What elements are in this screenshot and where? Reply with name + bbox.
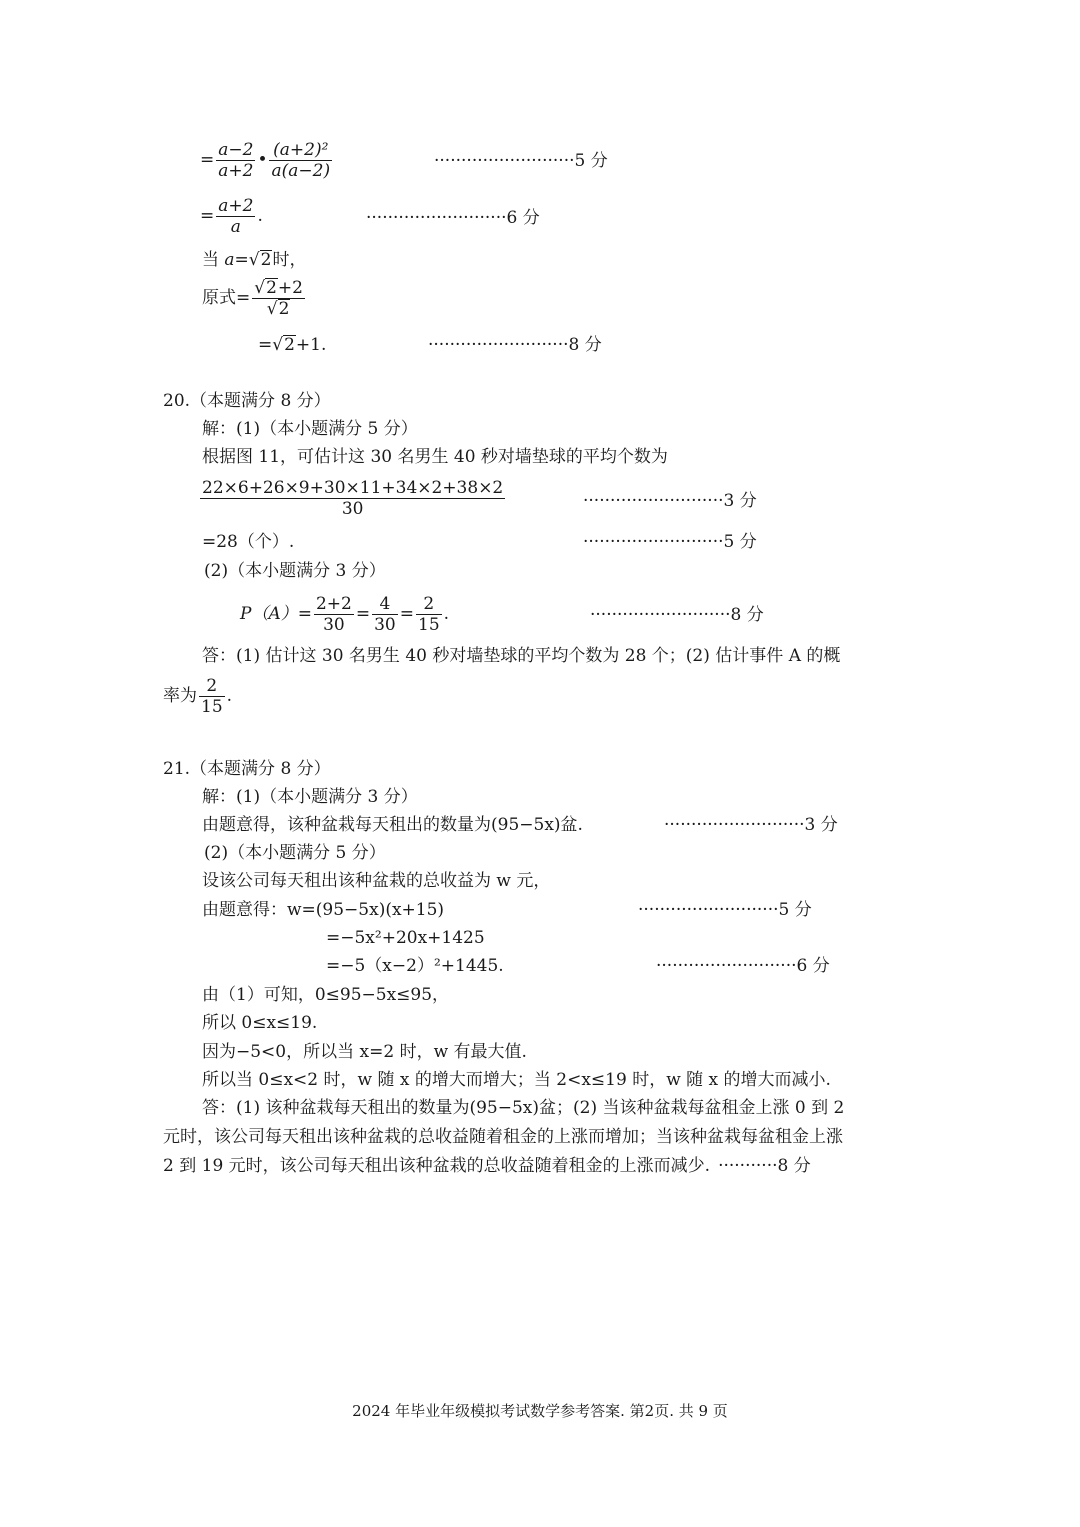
q20-probability: P（A）= $\frac{2+2}{30}$ = $\frac{4}{30}$ = $\frac{2}{15}$ . [240,594,450,635]
q20-part2-title: (2)（本小题满分 3 分） [204,561,386,581]
q21-line-i: 所以当 0≤x<2 时，w 随 x 的增大而增大；当 2<x≤19 时，w 随 x 的增大而减小. [202,1070,831,1090]
q19-frac2: $\frac{\text{(a+2)²}}{a(a-2)}$ [271,140,331,181]
q19-frac4: $\frac{√2+2}{√2}$ [254,278,303,319]
q21-answer-line1: 答：(1) 该种盆栽每天租出的数量为(95−5x)盆；(2) 当该种盆栽每盆租金上涨 0 到 2 [202,1098,845,1118]
q21-line-a: 由题意得，该种盆栽每天租出的数量为(95−5x)盆. [202,815,583,835]
q21-score-3: ··························3 分 [664,815,838,835]
q20-score-3: ··························3 分 [583,491,757,511]
page-footer: 2024 年毕业年级模拟考试数学参考答案. 第2页. 共 9 页 [352,1402,728,1420]
q19-frac3: $\frac{a+2}{a}$ [218,196,254,237]
q20-result: =28（个）. [202,532,295,552]
q19-line2: = $\frac{a+2}{a}$ . [200,196,263,237]
q20-score-8: ··························8 分 [590,605,764,625]
q21-line-d: =−5x²+20x+1425 [326,928,485,948]
q19-line3: 当 a=√2时， [202,250,307,270]
q21-line-e: =−5（x−2）²+1445. [326,956,504,976]
q20-part1-title: 解：(1)（本小题满分 5 分） [202,419,418,439]
q19-score-8: ··························8 分 [428,335,602,355]
q21-score-6: ··························6 分 [656,956,830,976]
q20-answer-line2: 率为 $\frac{2}{15}$ . [163,676,233,717]
q20-header: 20.（本题满分 8 分） [163,391,331,411]
q21-score-8: ···········8 分 [718,1156,811,1176]
q21-line-h: 因为−5<0，所以当 x=2 时，w 有最大值. [202,1042,527,1062]
q21-part1-title: 解：(1)（本小题满分 3 分） [202,787,418,807]
q21-line-g: 所以 0≤x≤19. [202,1013,318,1033]
q21-line-f: 由（1）可知，0≤95−5x≤95， [202,985,450,1005]
q20-answer-line1: 答：(1) 估计这 30 名男生 40 秒对墙垫球的平均个数为 28 个；(2) 估计事件 A 的概 [202,646,841,666]
q19-line5: =√2+1. [258,335,327,355]
q19-score-6: ··························6 分 [366,208,540,228]
q21-answer-line3: 2 到 19 元时，该公司每天租出该种盆栽的总收益随着租金的上涨而减少. ···········8 分 [163,1156,811,1176]
q19-line4: 原式= $\frac{√2+2}{√2}$ [202,278,303,319]
q19-frac1: $\frac{a-2}{a+2}$ [218,140,254,181]
q21-header: 21.（本题满分 8 分） [163,759,331,779]
q21-score-5: ··························5 分 [638,900,812,920]
q21-part2-title: (2)（本小题满分 5 分） [204,843,386,863]
q19-line1: = $\frac{a-2}{a+2}$ • $\frac{\text{(a+2)²}}{a(a-2)}$ [200,140,331,181]
q20-score-5: ··························5 分 [583,532,757,552]
q21-line-c: 由题意得：w=(95−5x)(x+15) [202,900,445,920]
q21-line-b: 设该公司每天租出该种盆栽的总收益为 w 元， [202,871,551,891]
q19-score-5: ··························5 分 [434,151,608,171]
q20-intro: 根据图 11，可估计这 30 名男生 40 秒对墙垫球的平均个数为 [202,447,668,467]
q21-answer-line2: 元时，该公司每天租出该种盆栽的总收益随着租金的上涨而增加；当该种盆栽每盆租金上涨 [163,1127,843,1147]
q20-mean-fraction: $\frac{22\times 6+26\times 9+30\times 11+34\times 2+38\times 2}{30}$ [202,478,504,519]
